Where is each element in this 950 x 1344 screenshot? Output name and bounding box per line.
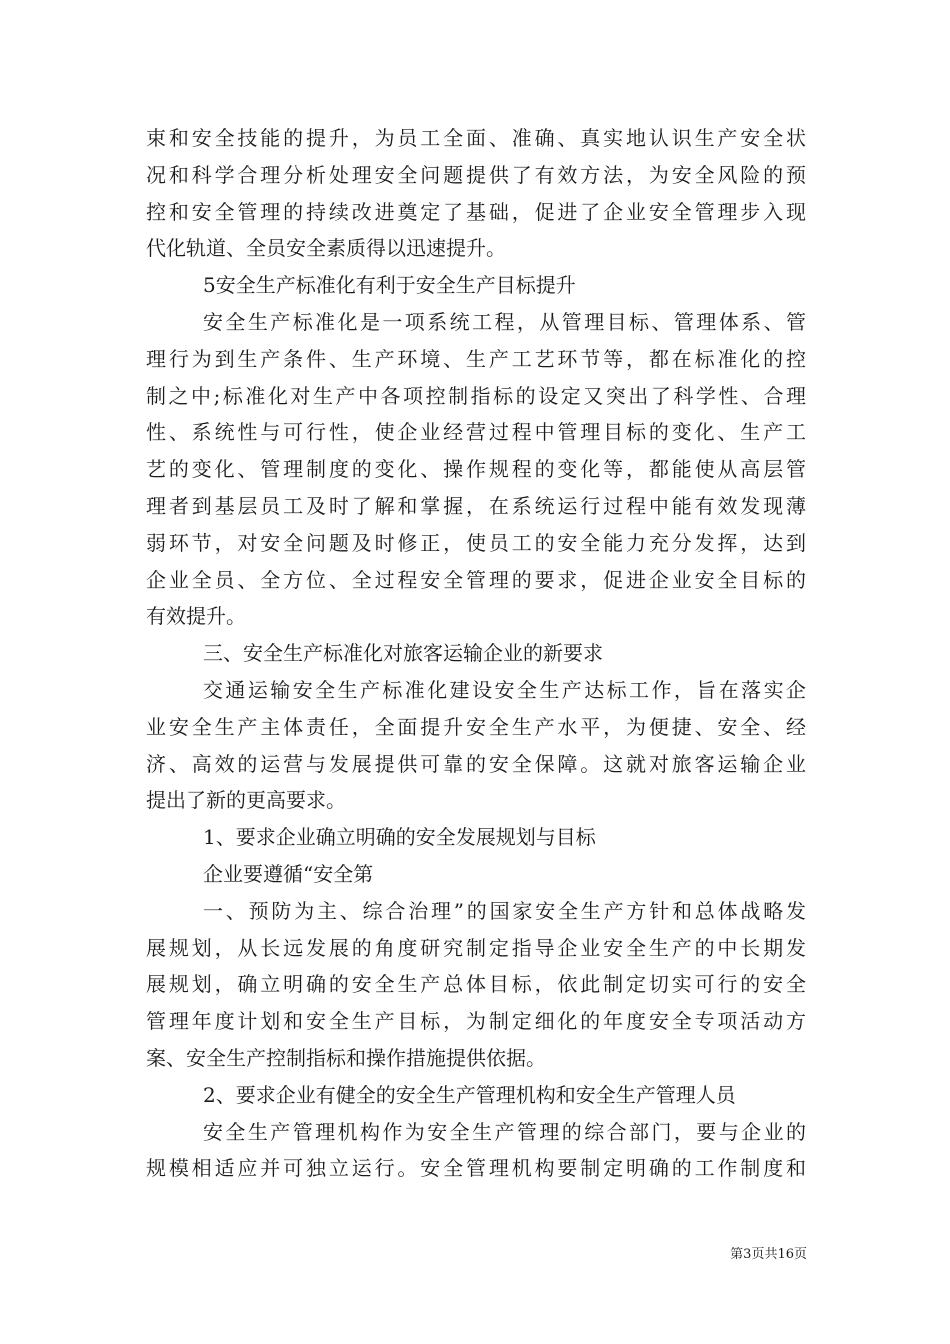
text-line: 业安全生产主体责任，全面提升安全生产水平，为便捷、安全、经 — [146, 714, 806, 739]
text-line: 展规划，从长远发展的角度研究制定指导企业安全生产的中长期发 — [146, 935, 806, 960]
text-line: 安全生产标准化是一项系统工程，从管理目标、管理体系、管 — [203, 309, 806, 334]
text-line: 束和安全技能的提升，为员工全面、准确、真实地认识生产安全状 — [146, 126, 806, 150]
text-line: 展规划，确立明确的安全生产总体目标，依此制定切实可行的安全 — [146, 972, 806, 997]
text-line: 5安全生产标准化有利于安全生产目标提升 — [203, 273, 576, 298]
text-line: 有效提升。 — [146, 604, 246, 629]
text-line: 管理年度计划和安全生产目标，为制定细化的年度安全专项活动方 — [146, 1009, 806, 1034]
text-line: 理行为到生产条件、生产环境、生产工艺环节等，都在标准化的控 — [146, 346, 806, 371]
text-line: 安全生产管理机构作为安全生产管理的综合部门，要与企业的 — [203, 1119, 806, 1144]
text-line: 性、系统性与可行性，使企业经营过程中管理目标的变化、生产工 — [146, 420, 806, 445]
text-line: 代化轨道、全员安全素质得以迅速提升。 — [146, 236, 506, 261]
text-line: 1、要求企业确立明确的安全发展规划与目标 — [203, 825, 596, 850]
text-line: 2、要求企业有健全的安全生产管理机构和安全生产管理人员 — [203, 1082, 736, 1107]
text-line: 弱环节，对安全问题及时修正，使员工的安全能力充分发挥，达到 — [146, 530, 806, 555]
text-line: 交通运输安全生产标准化建设安全生产达标工作，旨在落实企 — [203, 677, 806, 702]
text-line: 济、高效的运营与发展提供可靠的安全保障。这就对旅客运输企业 — [146, 751, 806, 776]
text-line: 理者到基层员工及时了解和掌握，在系统运行过程中能有效发现薄 — [146, 493, 806, 518]
text-line: 提出了新的更高要求。 — [146, 788, 346, 813]
text-line: 一、预防为主、综合治理”的国家安全生产方针和总体战略发 — [203, 898, 806, 923]
text-line: 艺的变化、管理制度的变化、操作规程的变化等，都能使从高层管 — [146, 457, 806, 482]
text-line: 规模相适应并可独立运行。安全管理机构要制定明确的工作制度和 — [146, 1156, 806, 1181]
text-line: 企业要遵循“安全第 — [203, 861, 374, 886]
page-number: 第3页共16页 — [730, 1247, 807, 1262]
text-line: 案、安全生产控制指标和操作措施提供依据。 — [146, 1045, 546, 1070]
text-line: 控和安全管理的持续改进奠定了基础，促进了企业安全管理步入现 — [146, 199, 806, 224]
text-line: 三、安全生产标准化对旅客运输企业的新要求 — [203, 641, 603, 666]
text-line: 制之中;标准化对生产中各项控制指标的设定又突出了科学性、合理 — [146, 383, 806, 408]
text-line: 企业全员、全方位、全过程安全管理的要求，促进企业安全目标的 — [146, 567, 806, 592]
body-text — [146, 120, 806, 1187]
text-line: 况和科学合理分析处理安全问题提供了有效方法，为安全风险的预 — [146, 162, 806, 187]
